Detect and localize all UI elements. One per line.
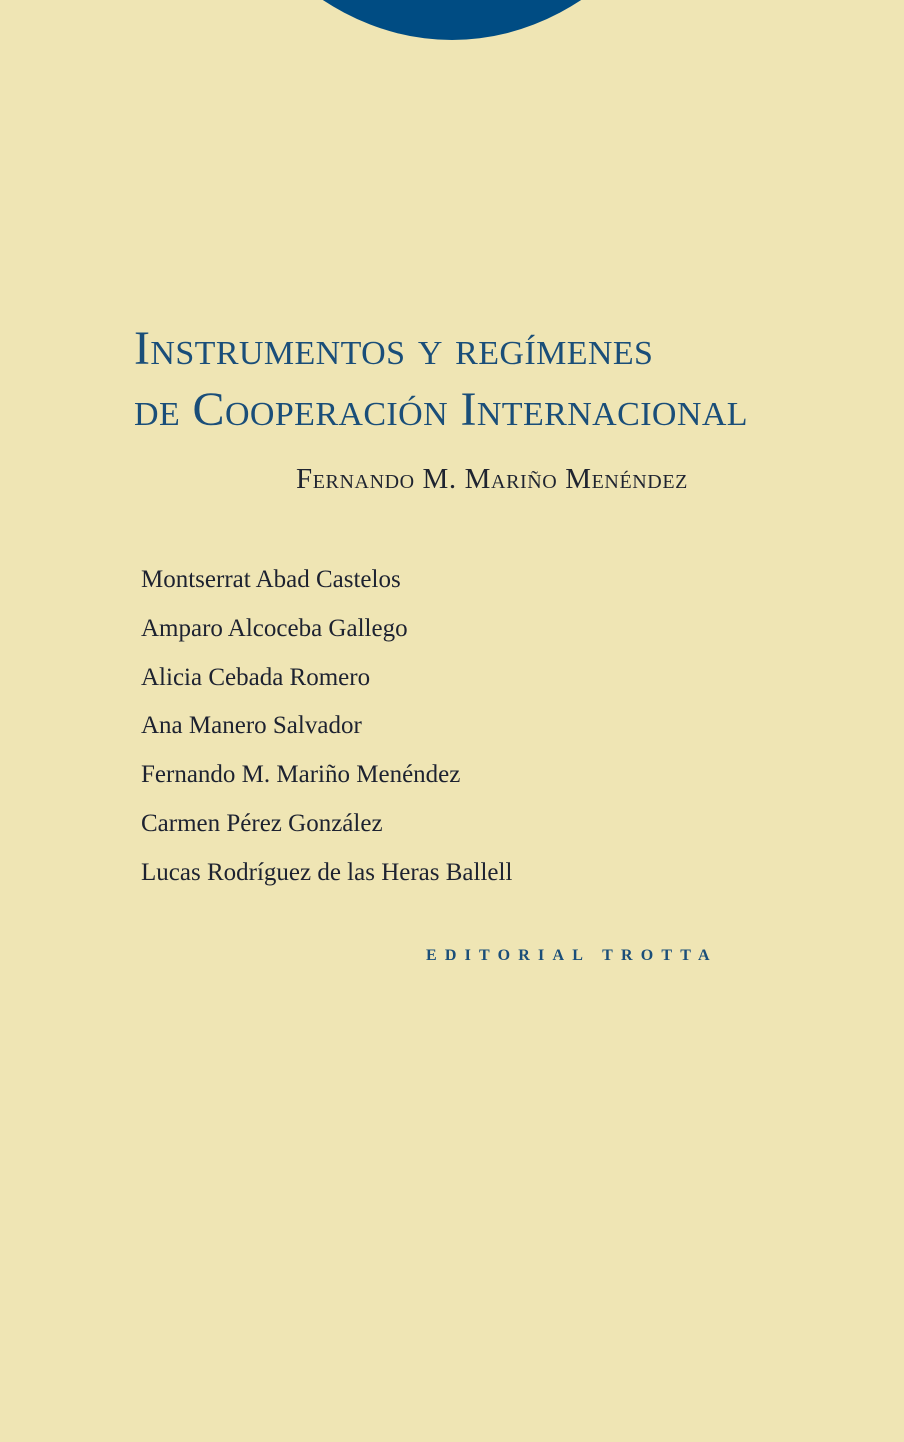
- title-line-1: Instrumentos y regímenes: [134, 322, 654, 375]
- contributor-item: Lucas Rodríguez de las Heras Ballell: [141, 858, 513, 886]
- contributor-item: Alicia Cebada Romero: [141, 663, 371, 691]
- contributor-item: Ana Manero Salvador: [141, 712, 362, 740]
- title-line-2: de Cooperación Internacional: [134, 383, 748, 436]
- contributor-item: Montserrat Abad Castelos: [141, 566, 401, 593]
- contributor-item: Amparo Alcoceba Gallego: [141, 614, 408, 642]
- publisher-name: EDITORIAL TROTTA: [426, 947, 718, 964]
- contributors-list: [141, 556, 641, 898]
- book-author: Fernando M. Mariño Menéndez: [296, 463, 688, 495]
- contributor-item: Carmen Pérez González: [141, 809, 383, 837]
- contributor-item: Fernando M. Mariño Menéndez: [141, 761, 461, 789]
- book-title: [134, 318, 784, 440]
- top-blue-arc: [170, 0, 734, 40]
